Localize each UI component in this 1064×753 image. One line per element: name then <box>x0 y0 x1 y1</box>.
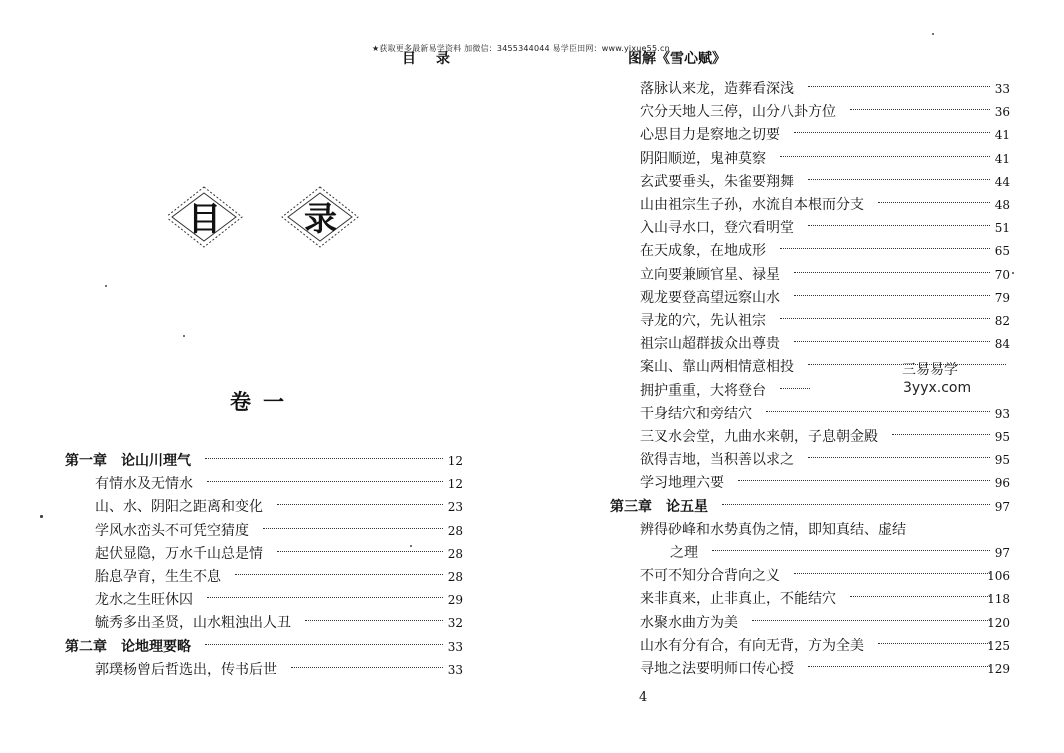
toc-leader-dots <box>794 573 990 574</box>
toc-page-number: 33 <box>994 82 1010 96</box>
toc-title: 山、水、阴阳之距离和变化 <box>95 499 263 516</box>
toc-title: 水聚水曲方为美 <box>640 614 738 631</box>
toc-chapter <box>65 450 463 472</box>
toc-leader-dots <box>780 248 990 249</box>
toc-title: 胎息孕育，生生不息 <box>95 569 221 585</box>
toc-title: 郭璞杨曾后哲选出，传书后世 <box>95 661 277 678</box>
running-head-left: 目录 <box>402 51 470 67</box>
toc-entry <box>95 496 463 518</box>
big-title-char-1: 目 <box>188 199 221 238</box>
toc-entry <box>670 542 1010 564</box>
toc-leader-dots <box>780 318 990 319</box>
scan-speck <box>410 545 412 547</box>
toc-entry <box>95 473 463 495</box>
toc-leader-dots <box>808 225 990 226</box>
toc-page-number: 129 <box>987 662 1010 676</box>
volume-heading: 卷一 <box>230 389 296 414</box>
toc-title: 欲得吉地，当积善以求之 <box>640 452 794 469</box>
scan-speck <box>932 33 934 35</box>
toc-entry <box>640 101 1010 123</box>
toc-leader-dots <box>892 434 990 435</box>
toc-title: 有情水及无情水 <box>95 476 193 493</box>
right-page <box>532 0 1064 753</box>
running-head-right: 图解《雪心赋》 <box>628 51 726 67</box>
toc-leader-dots <box>808 86 990 87</box>
toc-entry <box>640 124 1010 146</box>
stamp-url: 3yyx.com <box>903 380 972 396</box>
toc-page-number: 29 <box>447 593 463 608</box>
toc-entry <box>640 78 1010 100</box>
toc-title: 阴阳顺逆，鬼神莫察 <box>640 150 766 167</box>
toc-leader-dots <box>794 132 990 133</box>
toc-title: 学风水峦头不可凭空猜度 <box>95 522 249 539</box>
toc-chapter <box>610 496 1010 518</box>
toc-entry <box>640 565 1010 587</box>
toc-leader-dots <box>850 109 990 110</box>
scan-speck <box>1012 272 1014 274</box>
toc-entry <box>640 403 1010 425</box>
toc-page-number: 79 <box>994 290 1010 305</box>
toc-leader-dots <box>808 666 990 667</box>
toc-page-number: 41 <box>994 128 1010 143</box>
toc-entry <box>640 472 1010 494</box>
toc-entry <box>95 520 463 542</box>
toc-title: 龙水之生旺休囚 <box>95 592 193 609</box>
toc-title: 第一章 论山川理气 <box>65 453 191 469</box>
scan-speck <box>183 335 185 337</box>
toc-title: 心思目力是察地之切要 <box>640 127 780 144</box>
toc-leader-dots <box>794 272 990 273</box>
toc-leader-dots <box>712 550 990 551</box>
toc-title: 案山、靠山两相情意相投 <box>640 359 794 376</box>
toc-entry <box>640 287 1010 309</box>
toc-title: 立向要兼顾官星、禄星 <box>640 266 780 283</box>
toc-page-number: 97 <box>994 499 1010 514</box>
toc-page-number: 12 <box>447 477 463 492</box>
toc-page-number: 32 <box>447 616 463 631</box>
toc-entry <box>640 217 1010 239</box>
toc-entry <box>640 449 1010 471</box>
toc-leader-dots <box>207 481 443 482</box>
toc-entry <box>95 589 463 611</box>
toc-entry <box>95 543 463 565</box>
toc-leader-dots <box>766 411 990 412</box>
toc-leader-dots <box>722 504 990 505</box>
toc-title: 三叉水会堂，九曲水来朝，子息朝金殿 <box>640 429 878 445</box>
toc-entry <box>640 658 1010 680</box>
toc-title: 之理 <box>670 545 698 561</box>
toc-entry <box>640 635 1010 657</box>
toc-page-number: 93 <box>994 406 1010 421</box>
toc-entry <box>640 148 1010 170</box>
toc-entry <box>640 264 1010 286</box>
toc-title: 拥护重重，大将登台 <box>640 382 766 399</box>
toc-page-number: 28 <box>447 570 463 584</box>
toc-page-number: 82 <box>994 314 1010 328</box>
toc-title: 不可不知分合背向之义 <box>640 568 780 585</box>
toc-entry <box>640 426 1010 448</box>
toc-leader-dots <box>878 202 990 203</box>
toc-leader-dots <box>738 480 990 481</box>
toc-leader-dots <box>780 156 990 157</box>
toc-leader-dots <box>808 457 990 458</box>
toc-entry <box>95 566 463 588</box>
toc-title: 干身结穴和旁结穴 <box>640 405 752 422</box>
toc-title: 第三章 论五星 <box>610 498 708 515</box>
toc-leader-dots <box>291 667 443 668</box>
toc-page-number: 51 <box>994 221 1010 236</box>
toc-leader-dots <box>205 458 443 459</box>
toc-title: 祖宗山超群拔众出尊贵 <box>640 336 780 353</box>
toc-entry <box>640 194 1010 216</box>
toc-entry <box>640 310 1010 332</box>
scan-speck <box>40 515 43 518</box>
toc-title: 入山寻水口，登穴看明堂 <box>640 220 794 237</box>
toc-title: 在天成象，在地成形 <box>640 243 766 260</box>
toc-page-number: 70 <box>994 267 1010 282</box>
toc-page-number: 97 <box>994 546 1010 560</box>
big-title <box>168 185 388 249</box>
toc-page-number: 125 <box>987 638 1010 653</box>
toc-entry <box>640 240 1010 262</box>
toc-leader-dots <box>808 179 990 180</box>
toc-leader-dots <box>794 295 990 296</box>
watermark: ★获取更多最新易学资料 加微信：3455344044 易学臣田网：www.yixue55.cn <box>372 44 670 53</box>
toc-title: 毓秀多出圣贤，山水粗浊出人丑 <box>95 615 291 632</box>
toc-leader-dots <box>277 504 443 505</box>
toc-leader-dots <box>850 596 990 597</box>
toc-title: 寻地之法要明师口传心授 <box>640 661 794 677</box>
toc-page-number: 36 <box>994 105 1010 120</box>
toc-title: 学习地理六要 <box>640 475 724 492</box>
toc-title: 来非真来，止非真止，不能结穴 <box>640 591 836 608</box>
toc-title: 穴分天地人三停，山分八卦方位 <box>640 104 836 121</box>
toc-leader-dots <box>205 644 443 645</box>
toc-page-number: 41 <box>994 151 1010 166</box>
toc-entry <box>95 612 463 634</box>
toc-title: 寻龙的穴，先认祖宗 <box>640 313 766 329</box>
toc-chapter <box>65 636 463 658</box>
toc-page-number: 95 <box>994 430 1010 444</box>
toc-title: 辨得砂峰和水势真伪之情，即知真结、虚结 <box>640 521 906 538</box>
toc-entry <box>95 659 463 681</box>
toc-leader-dots <box>305 620 443 621</box>
toc-title: 第二章 论地理要略 <box>65 638 191 655</box>
toc-page-number: 33 <box>447 639 463 654</box>
toc-leader-dots <box>794 341 990 342</box>
toc-leader-dots <box>235 574 443 575</box>
toc-leader-dots <box>780 388 810 389</box>
toc-page-number: 84 <box>994 337 1010 352</box>
toc-page-number: 120 <box>987 615 1010 630</box>
toc-title: 落脉认来龙，造葬看深浅 <box>640 81 794 97</box>
toc-entry <box>640 519 1010 541</box>
toc-leader-dots <box>207 597 443 598</box>
toc-page-number: 106 <box>987 569 1010 584</box>
toc-page-number: 12 <box>447 454 463 468</box>
toc-page-number: 48 <box>994 198 1010 212</box>
toc-leader-dots <box>277 551 443 552</box>
toc-leader-dots <box>752 620 990 621</box>
toc-page-number: 118 <box>987 592 1010 607</box>
toc-title: 山水有分有合，有向无背，方为全美 <box>640 637 864 654</box>
page-number: 4 <box>639 690 648 705</box>
toc-title: 观龙要登高望远察山水 <box>640 289 780 306</box>
toc-entry <box>640 588 1010 610</box>
toc-page-number: 23 <box>447 500 463 515</box>
toc-entry <box>640 171 1010 193</box>
toc-page-number: 28 <box>447 546 463 561</box>
big-title-char-2: 录 <box>304 199 337 238</box>
toc-page-number: 28 <box>447 523 463 538</box>
toc-leader-dots <box>263 528 443 529</box>
scan-speck <box>105 285 107 287</box>
toc-page-number: 65 <box>994 244 1010 259</box>
toc-page-number: 95 <box>994 453 1010 468</box>
toc-page-number: 33 <box>447 662 463 677</box>
toc-entry <box>640 612 1010 634</box>
toc-title: 玄武要垂头，朱雀要翔舞 <box>640 173 794 190</box>
toc-title: 起伏显隐，万水千山总是情 <box>95 545 263 562</box>
toc-leader-dots <box>878 643 990 644</box>
stamp-text: 三易易学 <box>902 362 958 378</box>
toc-title: 山由祖宗生子孙，水流自本根而分支 <box>640 197 864 213</box>
toc-page-number: 44 <box>994 174 1010 189</box>
toc-page-number: 96 <box>994 476 1010 491</box>
toc-entry <box>640 333 1010 355</box>
